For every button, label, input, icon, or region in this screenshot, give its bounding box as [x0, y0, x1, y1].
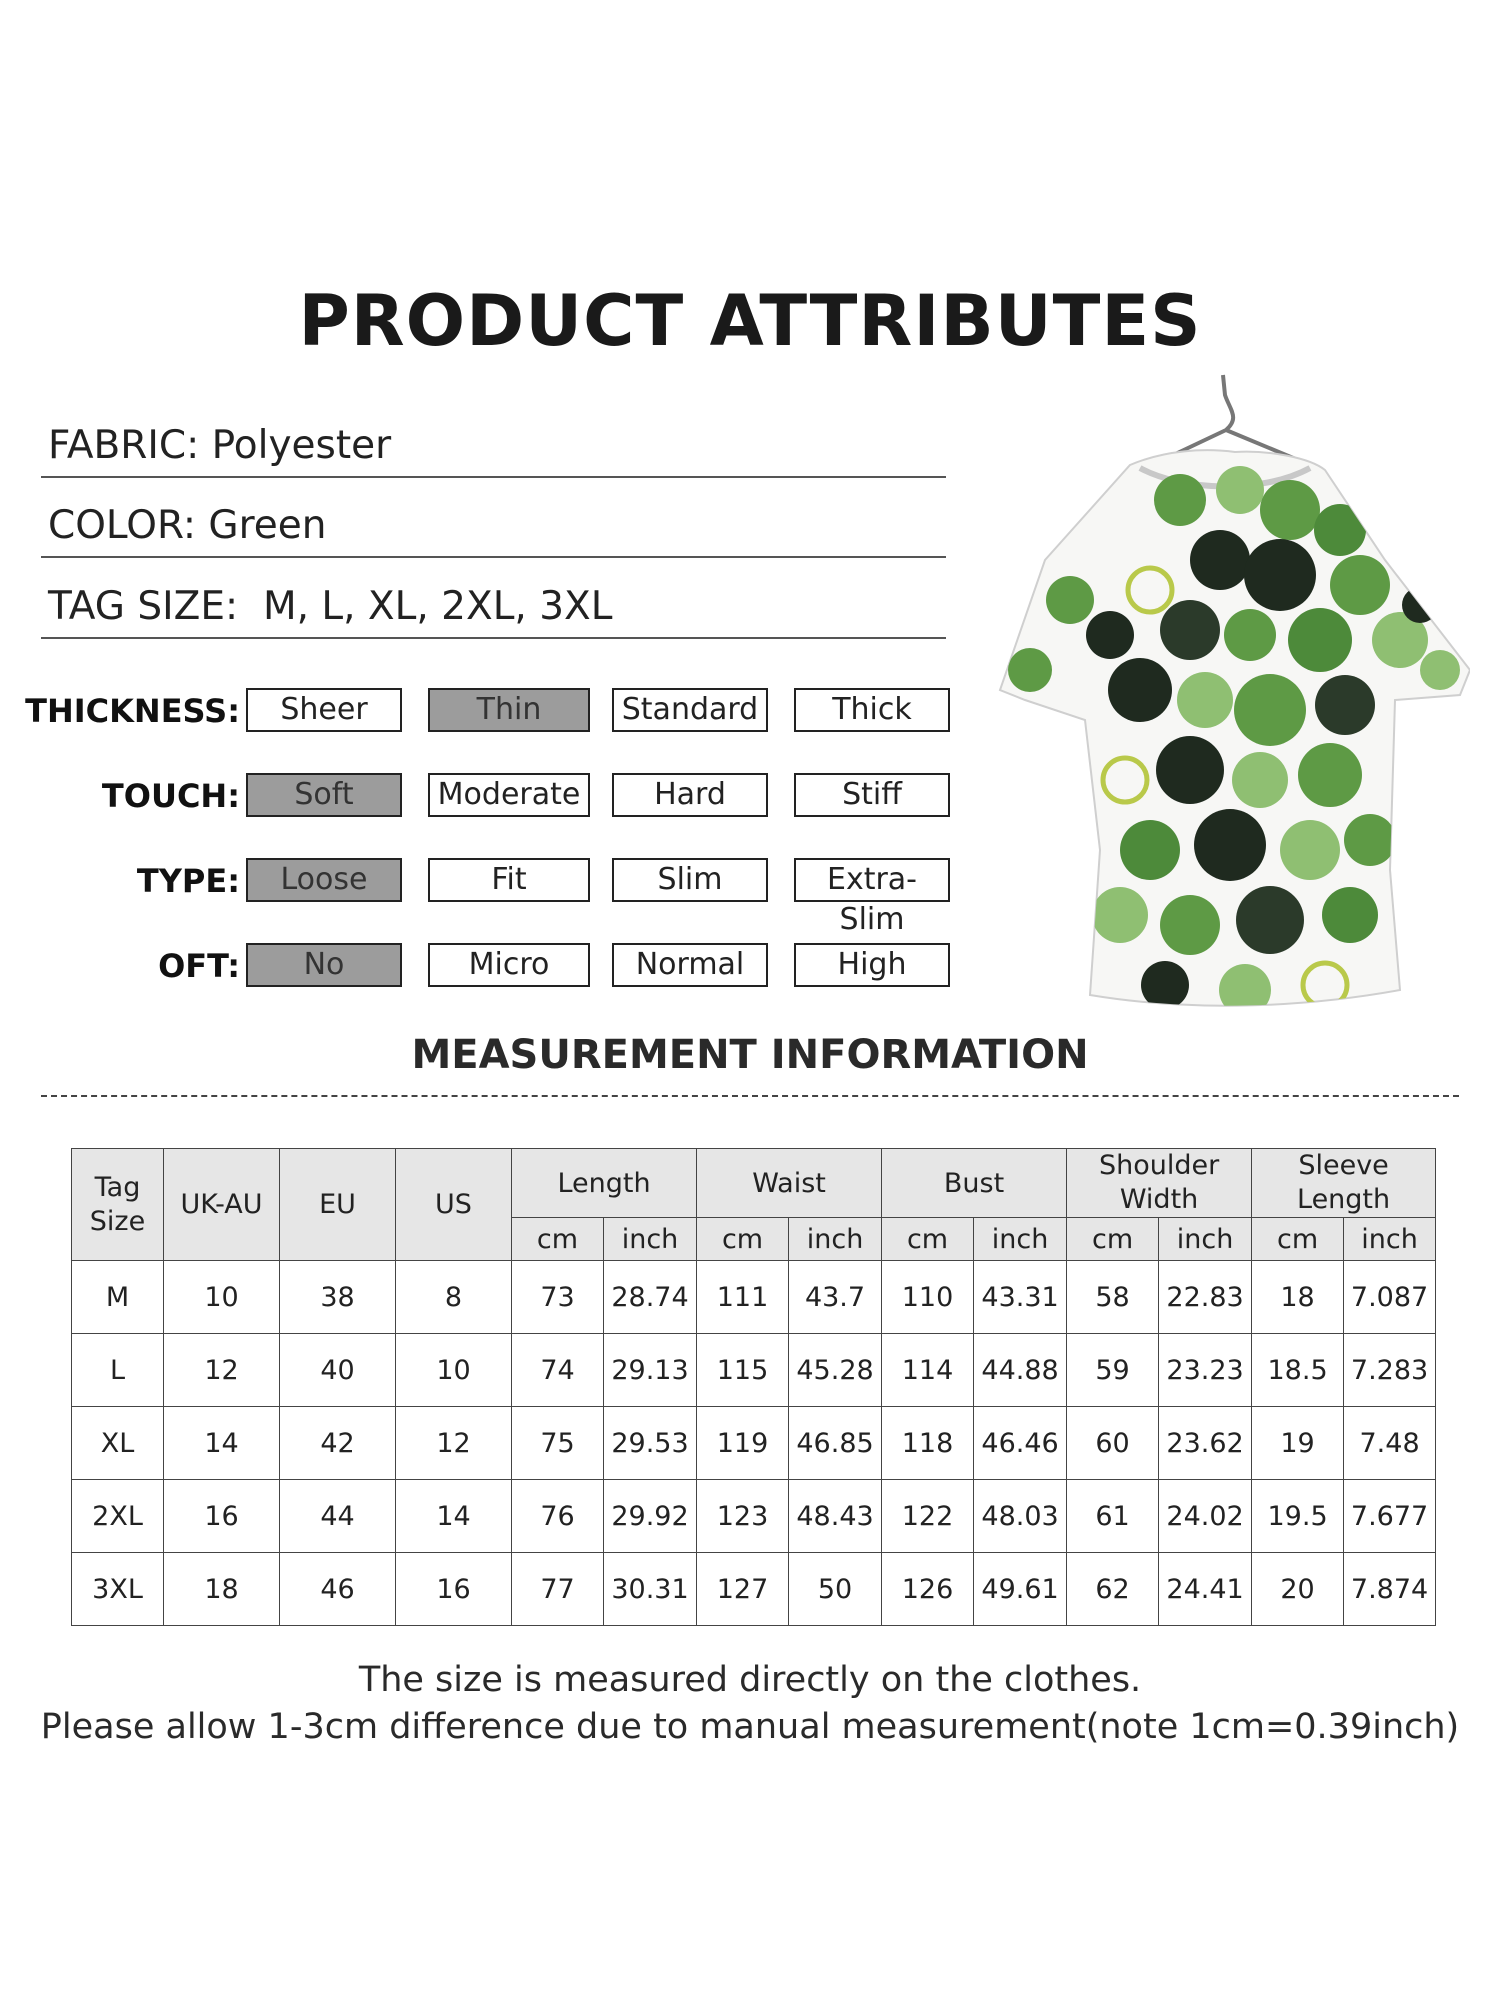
table-cell: 10: [164, 1261, 280, 1334]
page-title: PRODUCT ATTRIBUTES: [298, 280, 1202, 362]
table-cell: 20: [1252, 1553, 1344, 1626]
header-shoulder-width: Shoulder Width: [1067, 1149, 1252, 1218]
table-cell: 114: [882, 1334, 974, 1407]
header-length: Length: [512, 1149, 697, 1218]
table-cell: 44: [280, 1480, 396, 1553]
rating-option: Micro: [428, 943, 590, 987]
table-cell: 123: [697, 1480, 789, 1553]
table-cell: 12: [164, 1334, 280, 1407]
table-cell: 111: [697, 1261, 789, 1334]
unit-cm: cm: [882, 1218, 974, 1261]
table-cell: 14: [164, 1407, 280, 1480]
table-cell: 43.31: [974, 1261, 1067, 1334]
table-cell: 3XL: [72, 1553, 164, 1626]
table-cell: 127: [697, 1553, 789, 1626]
size-chart-table: [71, 1148, 1436, 1626]
table-cell: 74: [512, 1334, 604, 1407]
header-bust: Bust: [882, 1149, 1067, 1218]
header-tag-size: Tag Size: [72, 1149, 164, 1261]
table-cell: 19: [1252, 1407, 1344, 1480]
rating-option: Slim: [612, 858, 768, 902]
table-cell: 7.48: [1344, 1407, 1436, 1480]
table-cell: 18: [1252, 1261, 1344, 1334]
rating-label: TYPE:: [136, 862, 240, 900]
unit-inch: inch: [1344, 1218, 1436, 1261]
rating-option: Sheer: [246, 688, 402, 732]
table-row: [72, 1261, 1436, 1334]
table-cell: 119: [697, 1407, 789, 1480]
header-waist: Waist: [697, 1149, 882, 1218]
rating-row: [0, 943, 960, 991]
color-attribute: [41, 490, 946, 558]
unit-inch: inch: [604, 1218, 697, 1261]
table-cell: 49.61: [974, 1553, 1067, 1626]
rating-option: Loose: [246, 858, 402, 902]
table-row: [72, 1407, 1436, 1480]
fabric-attribute: [41, 410, 946, 478]
product-image: [990, 370, 1470, 1010]
rating-option: Stiff: [794, 773, 950, 817]
table-row: [72, 1480, 1436, 1553]
table-cell: 122: [882, 1480, 974, 1553]
table-cell: XL: [72, 1407, 164, 1480]
table-cell: 10: [396, 1334, 512, 1407]
polka-dot-shirt-illustration: [990, 370, 1470, 1010]
header-uk-au: UK-AU: [164, 1149, 280, 1261]
table-cell: 7.283: [1344, 1334, 1436, 1407]
table-cell: 42: [280, 1407, 396, 1480]
table-cell: 76: [512, 1480, 604, 1553]
rating-label: OFT:: [158, 947, 240, 985]
rating-row: [0, 773, 960, 821]
rating-option: Normal: [612, 943, 768, 987]
table-cell: 19.5: [1252, 1480, 1344, 1553]
dashed-divider: [41, 1095, 1459, 1097]
table-cell: 44.88: [974, 1334, 1067, 1407]
tag-size-attribute: [41, 571, 946, 639]
table-cell: 126: [882, 1553, 974, 1626]
table-cell: 46.46: [974, 1407, 1067, 1480]
table-cell: 22.83: [1159, 1261, 1252, 1334]
rating-option: Extra-Slim: [794, 858, 950, 902]
table-cell: 45.28: [789, 1334, 882, 1407]
unit-cm: cm: [512, 1218, 604, 1261]
rating-option: Thick: [794, 688, 950, 732]
table-cell: 18: [164, 1553, 280, 1626]
rating-option: Soft: [246, 773, 402, 817]
table-cell: 16: [164, 1480, 280, 1553]
note-line-1: The size is measured directly on the clothes.: [358, 1660, 1142, 1700]
table-cell: 77: [512, 1553, 604, 1626]
table-cell: 118: [882, 1407, 974, 1480]
table-cell: 59: [1067, 1334, 1159, 1407]
table-cell: 75: [512, 1407, 604, 1480]
table-cell: L: [72, 1334, 164, 1407]
table-cell: 12: [396, 1407, 512, 1480]
table-row: [72, 1334, 1436, 1407]
table-cell: 24.02: [1159, 1480, 1252, 1553]
rating-row: [0, 858, 960, 937]
size-chart-body: [72, 1261, 1436, 1626]
unit-cm: cm: [697, 1218, 789, 1261]
table-cell: 50: [789, 1553, 882, 1626]
unit-cm: cm: [1067, 1218, 1159, 1261]
table-cell: 73: [512, 1261, 604, 1334]
unit-cm: cm: [1252, 1218, 1344, 1261]
fabric-text: FABRIC: Polyester: [48, 423, 392, 468]
table-cell: 46.85: [789, 1407, 882, 1480]
table-cell: 58: [1067, 1261, 1159, 1334]
rating-option: No: [246, 943, 402, 987]
unit-inch: inch: [789, 1218, 882, 1261]
header-eu: EU: [280, 1149, 396, 1261]
table-cell: 23.23: [1159, 1334, 1252, 1407]
unit-inch: inch: [1159, 1218, 1252, 1261]
rating-row: [0, 688, 960, 736]
table-row: [72, 1553, 1436, 1626]
table-cell: 115: [697, 1334, 789, 1407]
header-sleeve-length: Sleeve Length: [1252, 1149, 1436, 1218]
table-cell: 7.874: [1344, 1553, 1436, 1626]
rating-label: THICKNESS:: [25, 692, 240, 730]
color-text: COLOR: Green: [48, 503, 327, 548]
measurement-title: MEASUREMENT INFORMATION: [411, 1032, 1089, 1078]
rating-option: Thin: [428, 688, 590, 732]
rating-option: Moderate: [428, 773, 590, 817]
note-line-2: Please allow 1-3cm difference due to manual measurement(note 1cm=0.39inch): [40, 1707, 1460, 1747]
table-cell: 48.43: [789, 1480, 882, 1553]
tag-size-text: TAG SIZE: M, L, XL, 2XL, 3XL: [48, 584, 613, 629]
table-cell: 60: [1067, 1407, 1159, 1480]
table-cell: 29.53: [604, 1407, 697, 1480]
table-cell: 24.41: [1159, 1553, 1252, 1626]
table-cell: 23.62: [1159, 1407, 1252, 1480]
header-us: US: [396, 1149, 512, 1261]
table-cell: 7.677: [1344, 1480, 1436, 1553]
unit-inch: inch: [974, 1218, 1067, 1261]
table-cell: 16: [396, 1553, 512, 1626]
table-cell: 46: [280, 1553, 396, 1626]
table-cell: 38: [280, 1261, 396, 1334]
table-cell: 29.13: [604, 1334, 697, 1407]
table-cell: 61: [1067, 1480, 1159, 1553]
table-cell: 43.7: [789, 1261, 882, 1334]
table-cell: 62: [1067, 1553, 1159, 1626]
table-cell: 29.92: [604, 1480, 697, 1553]
table-cell: 110: [882, 1261, 974, 1334]
rating-option: Hard: [612, 773, 768, 817]
table-cell: 48.03: [974, 1480, 1067, 1553]
table-cell: 2XL: [72, 1480, 164, 1553]
table-cell: 40: [280, 1334, 396, 1407]
table-cell: 30.31: [604, 1553, 697, 1626]
table-cell: 18.5: [1252, 1334, 1344, 1407]
rating-option: Standard: [612, 688, 768, 732]
table-cell: 28.74: [604, 1261, 697, 1334]
table-cell: 7.087: [1344, 1261, 1436, 1334]
rating-label: TOUCH:: [101, 777, 240, 815]
rating-option: Fit: [428, 858, 590, 902]
rating-option: High: [794, 943, 950, 987]
table-cell: 8: [396, 1261, 512, 1334]
table-cell: 14: [396, 1480, 512, 1553]
table-cell: M: [72, 1261, 164, 1334]
